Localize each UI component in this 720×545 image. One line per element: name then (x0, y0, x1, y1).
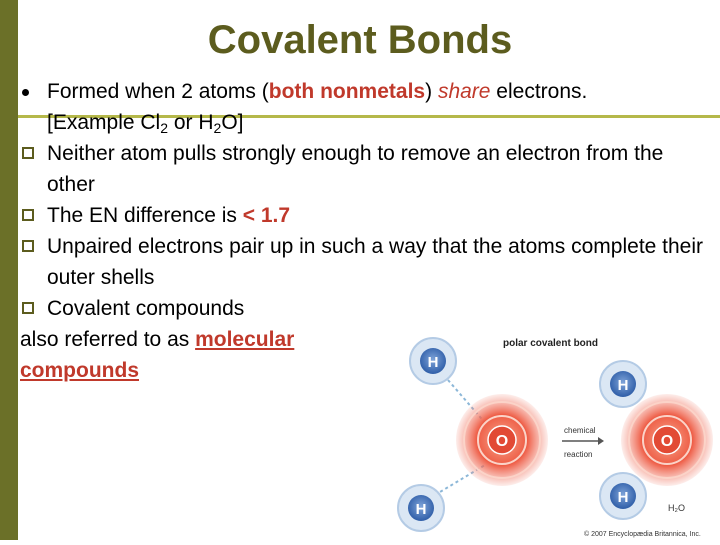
hydrogen-label: H (427, 354, 439, 371)
example-text: [Example Cl (47, 111, 161, 134)
square-bullet-icon (20, 231, 47, 262)
left-sidebar-bar (0, 0, 18, 540)
hydrogen-label: H (617, 489, 629, 506)
reaction-label-bottom: reaction (564, 450, 593, 459)
bullet-neither-atom (20, 138, 710, 200)
highlight-compounds: compounds (20, 359, 139, 382)
bullet-formed (20, 76, 710, 138)
reaction-label-top: chemical (564, 426, 596, 435)
bullet-en-difference (20, 200, 710, 231)
bullet-covalent-compounds (20, 293, 710, 324)
bullet-text: Covalent compounds (47, 297, 245, 320)
bullet-text: Formed when 2 atoms ( (47, 80, 269, 103)
bullet-text: Unpaired electrons pair up in such a way that the atoms complete their outer shells (47, 235, 704, 289)
slide-title: Covalent Bonds (207, 18, 513, 62)
diagram-svg (390, 325, 720, 540)
hydrogen-atom-bottom-left (398, 485, 444, 531)
hydrogen-label: H (415, 501, 427, 518)
oxygen-label: O (660, 433, 674, 450)
bullet-text: ) (425, 80, 438, 103)
bullet-text: The EN difference is (47, 204, 243, 227)
bullet-text: also referred to as (20, 328, 196, 351)
subscript: 2 (213, 120, 222, 136)
highlight-molecular: molecular (195, 328, 295, 351)
diagram-title: polar covalent bond (503, 338, 599, 349)
hydrogen-label: H (617, 377, 629, 394)
round-bullet-icon (20, 76, 47, 107)
highlight-both-nonmetals: both nonmetals (268, 80, 426, 103)
highlight-share: share (437, 80, 491, 103)
hydrogen-atom-bottom-right (600, 473, 646, 519)
bullet-unpaired-electrons (20, 231, 710, 293)
example-text: O] (221, 111, 244, 134)
arrow-head-icon (598, 437, 604, 445)
copyright-credit: © 2007 Encyclopædia Britannica, Inc. (584, 531, 701, 538)
square-bullet-icon (20, 200, 47, 231)
bullet-text: Neither atom pulls strongly enough to remove an electron from the other (47, 142, 664, 196)
oxygen-label: O (495, 433, 509, 450)
subscript: 2 (160, 120, 168, 136)
hydrogen-atom-top-left (410, 338, 456, 384)
square-bullet-icon (20, 138, 47, 169)
hydrogen-atom-top-right (600, 361, 646, 407)
square-bullet-icon (20, 293, 47, 324)
polar-covalent-bond-diagram (390, 325, 720, 540)
bullet-text: electrons. (490, 80, 588, 103)
highlight-en-value: < 1.7 (242, 204, 291, 227)
molecule-label: H₂O (668, 503, 685, 513)
example-text: or H (168, 111, 214, 134)
